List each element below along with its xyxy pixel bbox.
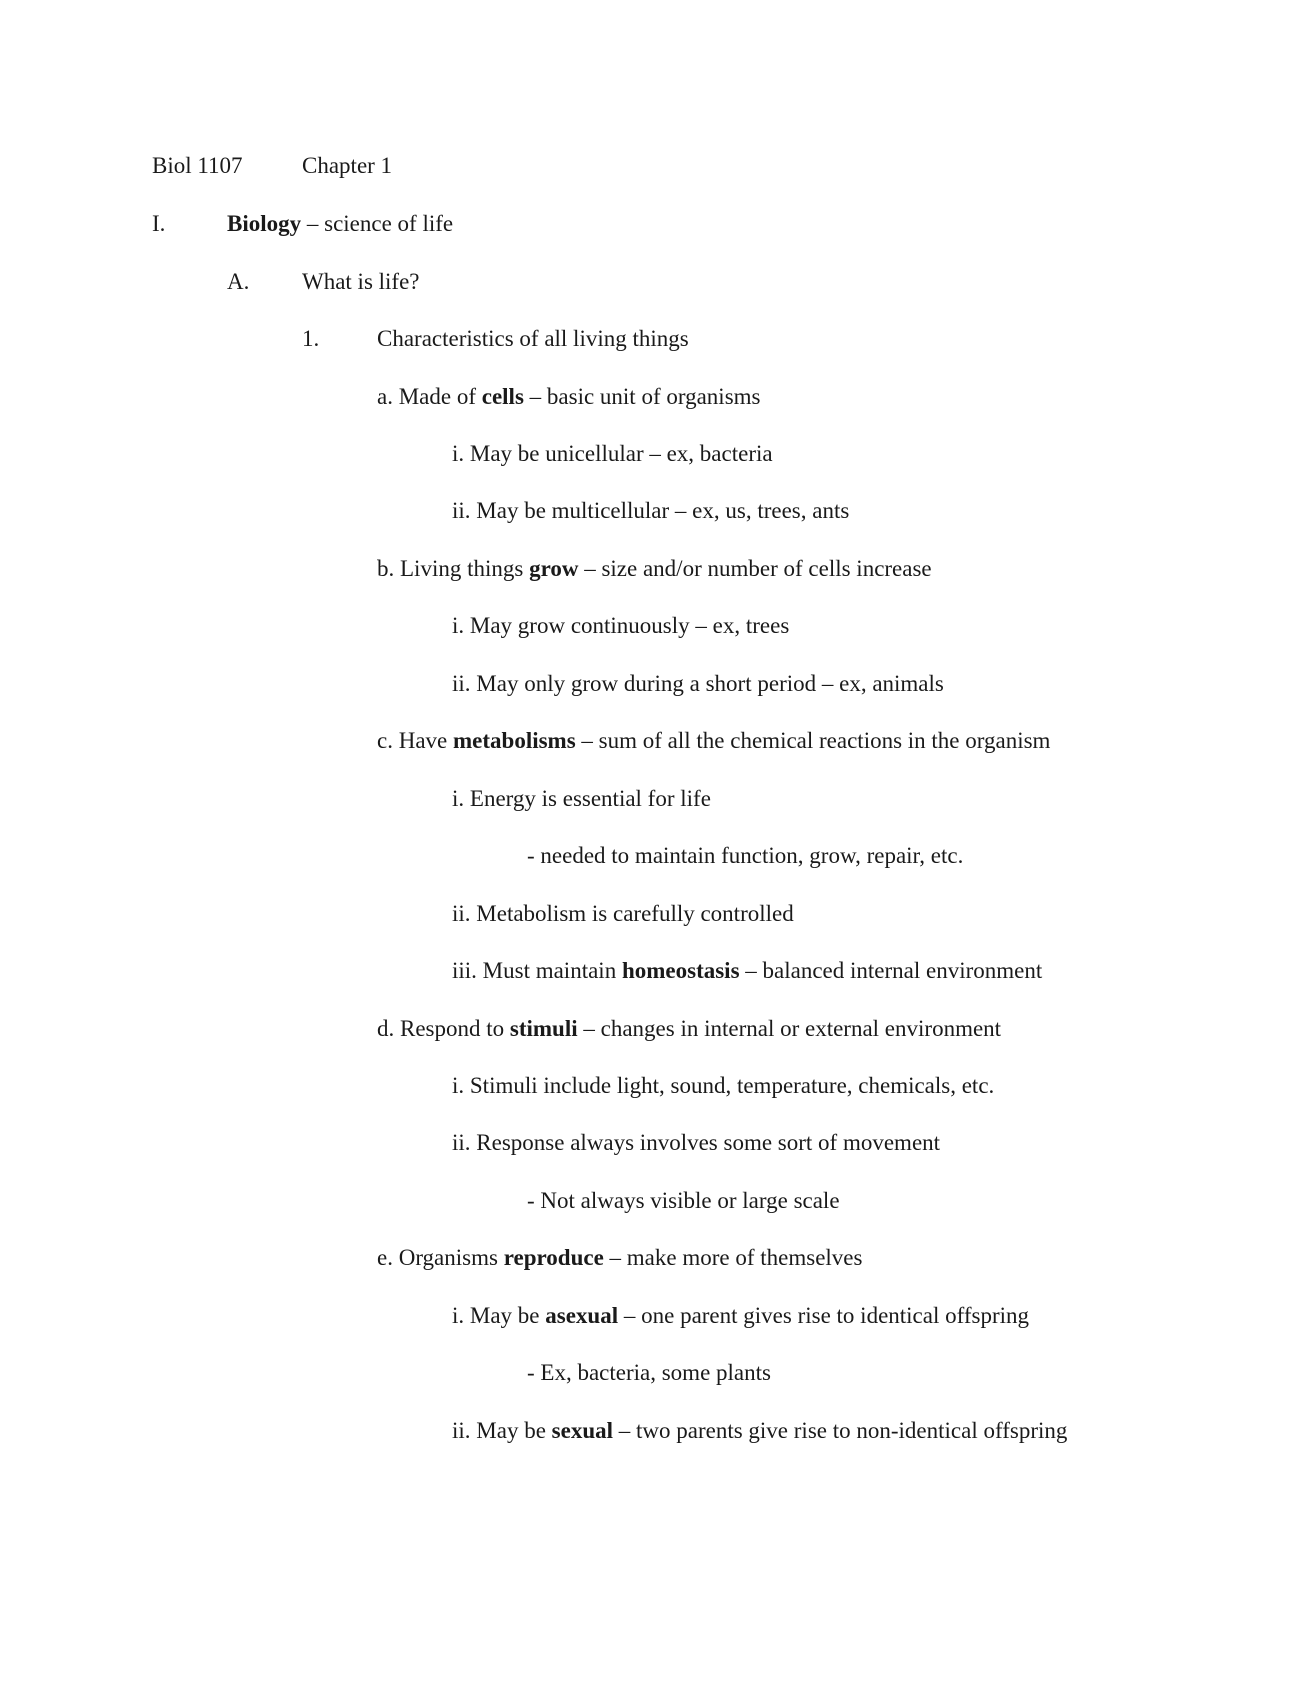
section-I-definition: – science of life — [301, 211, 454, 236]
section-marker-A: A. — [227, 269, 250, 294]
item-c-iii-definition: – balanced internal environment — [739, 958, 1043, 983]
item-a-definition: – basic unit of organisms — [523, 384, 761, 409]
item-c-ii: ii. Metabolism is carefully controlled — [452, 901, 794, 926]
item-b-i: i. May grow continuously – ex, trees — [452, 613, 790, 638]
item-c-i-sub: - needed to maintain function, grow, repair, etc. — [527, 843, 964, 868]
chapter-title: Chapter 1 — [302, 153, 393, 178]
item-b-ii: ii. May only grow during a short period – ex, animals — [452, 671, 944, 696]
item-d-definition: – changes in internal or external environment — [577, 1016, 1002, 1041]
item-c-i: i. Energy is essential for life — [452, 786, 711, 811]
item-c-iii — [452, 956, 1042, 986]
item-b — [377, 554, 932, 584]
section-marker-I: I. — [152, 211, 166, 236]
section-A-heading: What is life? — [302, 269, 420, 294]
term-stimuli: stimuli — [509, 1016, 578, 1041]
item-e-ii — [452, 1416, 1067, 1446]
term-cells: cells — [481, 384, 524, 409]
section-I-heading — [227, 209, 453, 239]
item-a-ii: ii. May be multicellular – ex, us, trees, ants — [452, 498, 850, 523]
item-d-ii-sub: - Not always visible or large scale — [527, 1188, 840, 1213]
item-d-i: i. Stimuli include light, sound, temperature, chemicals, etc. — [452, 1073, 995, 1098]
item-c-iii-lead: iii. Must maintain — [452, 958, 622, 983]
item-e — [377, 1243, 862, 1273]
item-c — [377, 726, 1050, 756]
item-c-definition: – sum of all the chemical reactions in the organism — [575, 728, 1051, 753]
section-marker-1: 1. — [302, 326, 320, 351]
term-metabolisms: metabolisms — [453, 728, 576, 753]
item-e-i-definition: – one parent gives rise to identical offspring — [618, 1303, 1030, 1328]
item-c-lead: c. Have — [377, 728, 453, 753]
term-asexual: asexual — [545, 1303, 619, 1328]
term-grow: grow — [529, 556, 579, 581]
item-e-i-lead: i. May be — [452, 1303, 546, 1328]
item-b-definition: – size and/or number of cells increase — [578, 556, 932, 581]
item-d — [377, 1014, 1001, 1044]
course-code: Biol 1107 — [152, 153, 243, 178]
term-biology: Biology — [227, 211, 302, 236]
item-e-i — [452, 1301, 1029, 1331]
item-e-definition: – make more of themselves — [603, 1245, 863, 1270]
term-homeostasis: homeostasis — [621, 958, 740, 983]
term-reproduce: reproduce — [503, 1245, 604, 1270]
term-sexual: sexual — [551, 1418, 613, 1443]
item-d-lead: d. Respond to — [377, 1016, 510, 1041]
item-e-lead: e. Organisms — [377, 1245, 504, 1270]
item-d-ii: ii. Response always involves some sort of movement — [452, 1130, 941, 1155]
item-a — [377, 382, 761, 412]
item-b-lead: b. Living things — [377, 556, 530, 581]
item-e-ii-lead: ii. May be — [452, 1418, 552, 1443]
section-1-heading: Characteristics of all living things — [377, 326, 689, 351]
item-e-i-sub: - Ex, bacteria, some plants — [527, 1360, 771, 1385]
item-a-lead: a. Made of — [377, 384, 482, 409]
item-e-ii-definition: – two parents give rise to non-identical offspring — [613, 1418, 1068, 1443]
item-a-i: i. May be unicellular – ex, bacteria — [452, 441, 773, 466]
